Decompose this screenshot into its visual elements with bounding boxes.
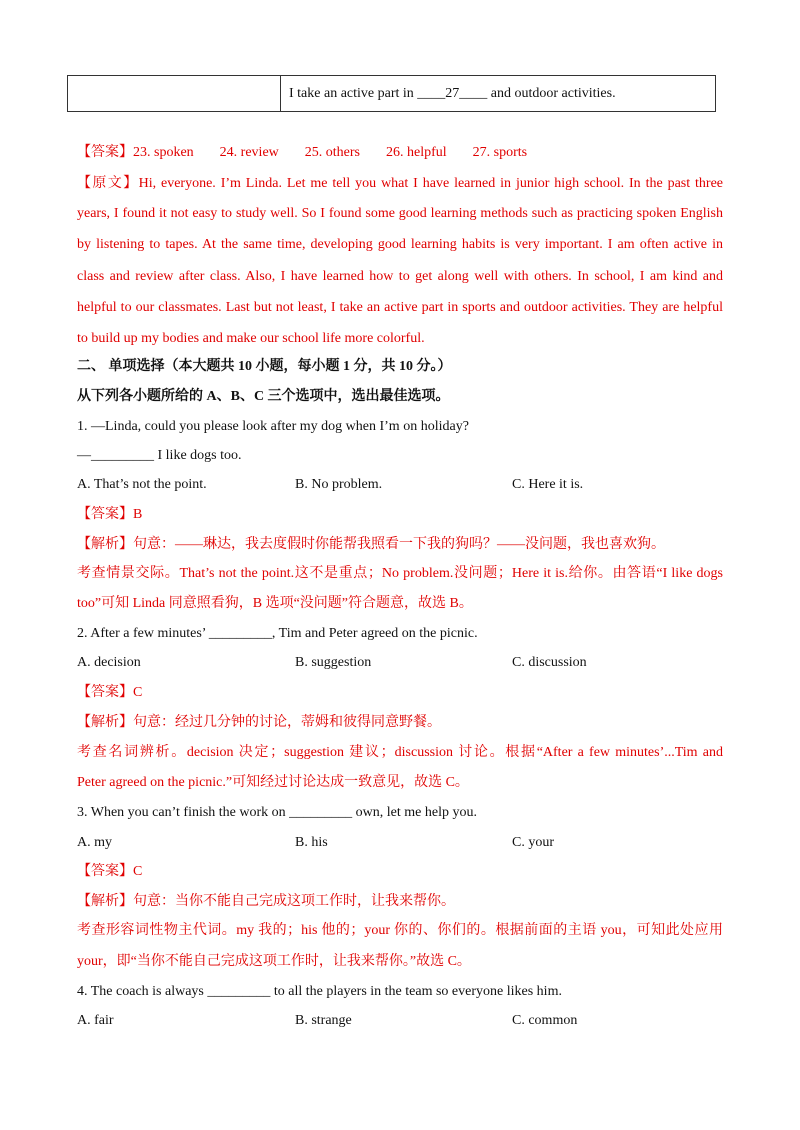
analysis-line: 【解析】句意：当你不能自己完成这项工作时，让我来帮你。 <box>77 894 455 909</box>
analysis-line: too”可知 Linda 同意照看狗，B 选项“没问题”符合题意，故选 B。 <box>77 596 473 611</box>
question-stem: 1. —Linda, could you please look after my dog when I’m on holiday? <box>77 419 469 434</box>
table-cell-right: I take an active part in ____27____ and outdoor activities. <box>281 76 716 112</box>
option-a: A. fair <box>77 1013 114 1028</box>
answer-item: 27. sports <box>472 145 528 160</box>
original-line: 【原文】Hi, everyone. I’m Linda. Let me tell you what I have learned in junior high school. In the past three <box>77 176 723 191</box>
analysis-line: 【解析】句意：——琳达，我去度假时你能帮我照看一下我的狗吗？——没问题，我也喜欢狗。 <box>77 537 665 552</box>
original-line: to build up my bodies and make our school life more colorful. <box>77 331 425 346</box>
original-line: class and review after class. Also, I have learned how to get along well with others. In school, I am kind and <box>77 269 723 284</box>
analysis-line: 考查名词辨析。decision 决定；suggestion 建议；discussion 讨论。根据“After a few minutes’...Tim and <box>77 745 723 760</box>
answers-line <box>77 143 723 163</box>
answer-tag: 【答案】 <box>77 145 133 160</box>
question-stem: —_________ I like dogs too. <box>77 448 242 463</box>
answer-item: 25. others <box>304 145 360 160</box>
answer-item: 26. helpful <box>385 145 447 160</box>
original-line: helpful to our classmates. Last but not least, I take an active part in sports and outdoor activities. They are helpful <box>77 300 723 315</box>
option-b: B. his <box>295 835 328 850</box>
option-a: A. decision <box>77 655 141 670</box>
question-stem: 3. When you can’t finish the work on _________ own, let me help you. <box>77 805 477 820</box>
analysis-line: 考查情景交际。That’s not the point.这不是重点；No problem.没问题；Here it is.给你。由答语“I like dogs <box>77 566 723 581</box>
answer: 【答案】C <box>77 685 143 700</box>
analysis-line: your，即“当你不能自己完成这项工作时，让我来帮你。”故选 C。 <box>77 954 471 969</box>
option-c: C. common <box>512 1013 578 1028</box>
answer: 【答案】C <box>77 864 143 879</box>
option-c: C. Here it is. <box>512 477 584 492</box>
analysis-line: Peter agreed on the picnic.”可知经过讨论达成一致意见，故选 C。 <box>77 775 469 790</box>
option-a: A. That’s not the point. <box>77 477 207 492</box>
table-row <box>68 76 716 112</box>
answer-item: 23. spoken <box>133 145 194 160</box>
answer: 【答案】B <box>77 507 143 522</box>
section-heading: 二、 单项选择（本大题共 10 小题，每小题 1 分，共 10 分。） <box>77 359 452 374</box>
option-b: B. strange <box>295 1013 352 1028</box>
table-cell-left <box>68 76 281 112</box>
original-line: by listening to tapes. At the same time, developing good learning habits is very important. I am often active in <box>77 237 723 252</box>
analysis-line: 【解析】句意：经过几分钟的讨论，蒂姆和彼得同意野餐。 <box>77 715 441 730</box>
option-b: B. No problem. <box>295 477 383 492</box>
question-stem: 4. The coach is always _________ to all the players in the team so everyone likes him. <box>77 984 562 999</box>
analysis-line: 考查形容词性物主代词。my 我的；his 他的；your 你的、你们的。根据前面的主语 you，可知此处应用 <box>77 923 723 938</box>
answer-table <box>67 75 716 112</box>
answer-item: 24. review <box>219 145 279 160</box>
original-line: years, I found it not easy to study well. So I found some good learning methods such as practicing spoken English <box>77 206 723 221</box>
option-a: A. my <box>77 835 112 850</box>
option-c: C. discussion <box>512 655 587 670</box>
option-b: B. suggestion <box>295 655 372 670</box>
option-c: C. your <box>512 835 554 850</box>
original-tag: 【原文】 <box>77 176 139 191</box>
question-stem: 2. After a few minutes’ _________, Tim and Peter agreed on the picnic. <box>77 626 478 641</box>
section-instruction: 从下列各小题所给的 A、B、C 三个选项中，选出最佳选项。 <box>77 389 450 404</box>
